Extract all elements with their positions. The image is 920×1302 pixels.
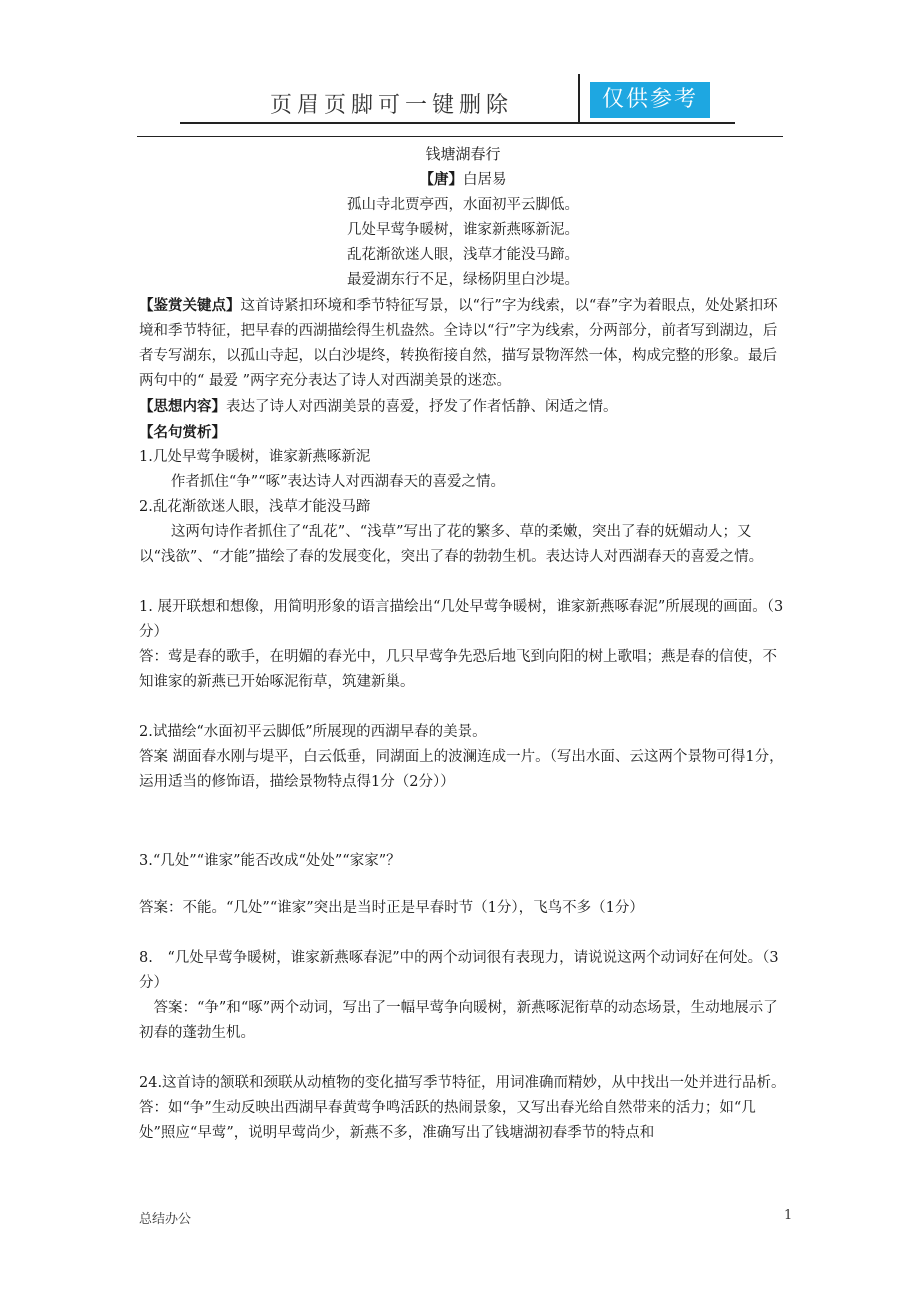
famous-lines-label: 【名句赏析】 <box>139 424 226 441</box>
famous-line-1: 1.几处早莺争暖树，谁家新燕啄新泥 <box>139 449 371 465</box>
header-divider <box>578 74 580 124</box>
question-text: 2.试描绘“水面初平云脚低”所展现的西湖早春的美景。 <box>139 724 487 740</box>
poem-body <box>139 193 787 293</box>
question-block <box>139 1071 787 1146</box>
page-number: 1 <box>784 1208 793 1223</box>
thought-label: 【思想内容】 <box>139 398 226 415</box>
key-points-label: 【鉴赏关键点】 <box>139 297 241 314</box>
poem-line: 孤山寺北贾亭西，水面初平云脚低。 <box>347 197 579 213</box>
header-underline <box>180 122 735 124</box>
thought-content <box>139 394 787 420</box>
document-body <box>139 140 787 1146</box>
question-text: 24.这首诗的颔联和颈联从动植物的变化描写季节特征，用词准确而精妙，从中找出一处并进行品析。 <box>139 1075 786 1091</box>
question-block <box>139 946 787 1046</box>
appreciation-key-points <box>139 293 787 394</box>
answer-text: 答：如“争”生动反映出西湖早春黄莺争鸣活跃的热闹景象，又写出春光给自然带来的活力；如“几处”照应“早莺”，说明早莺尚少，新燕不多，准确写出了钱塘湖初春季节的特点和 <box>139 1100 756 1141</box>
key-points-text: 这首诗紧扣环境和季节特征写景，以“行”字为线索，以“春”字为着眼点，处处紧扣环境和季节特征，把早春的西湖描绘得生机盎然。全诗以“行”字为线索，分两部分，前者写到湖边，后者专写湖东，以孤山寺起，以白沙堤终，转换衔接自然，描写景物浑然一体，构成完整的形象。最后两句中的“ 最爱 ”两字充分表达了诗人对西湖美景的迷恋。 <box>139 298 778 389</box>
reference-only-badge: 仅供参考 <box>590 82 710 118</box>
answer-text: 答：莺是春的歌手，在明媚的春光中，几只早莺争先恐后地飞到向阳的树上歌唱；燕是春的信使，不知谁家的新燕已开始啄泥衔草，筑建新巢。 <box>139 649 777 690</box>
answer-text: 答案：不能。“几处”“谁家”突出是当时正是早春时节（1分），飞鸟不多（1分） <box>139 900 644 916</box>
question-text: 8. “几处早莺争暖树，谁家新燕啄春泥”中的两个动词很有表现力，请说说这两个动词好在何处。（3分） <box>139 950 779 991</box>
question-block <box>139 595 787 695</box>
footer-label: 总结办公 <box>139 1212 192 1227</box>
poem-dynasty: 【唐】 <box>419 171 463 188</box>
header-rule <box>137 136 783 137</box>
answer-text: 答案 湖面春水刚与堤平，白云低垂，同湖面上的波澜连成一片。（写出水面、云这两个景物可得1分，运用适当的修饰语，描绘景物特点得1分（2分）） <box>139 749 784 790</box>
header-banner <box>180 74 740 124</box>
poem-line: 乱花渐欲迷人眼，浅草才能没马蹄。 <box>347 247 579 263</box>
poem-line: 最爱湖东行不足，绿杨阴里白沙堤。 <box>347 272 579 288</box>
poem-author: 白居易 <box>463 172 507 188</box>
thought-text: 表达了诗人对西湖美景的喜爱，抒发了作者恬静、闲适之情。 <box>226 399 618 415</box>
header-banner-text: 页眉页脚可一键删除 <box>270 93 514 118</box>
answer-text: 答案：“争”和“啄”两个动词，写出了一幅早莺争向暖树，新燕啄泥衔草的动态场景，生动地展示了初春的蓬勃生机。 <box>139 1000 778 1041</box>
poem-author-line <box>139 167 787 193</box>
famous-line-2-comment: 这两句诗作者抓住了“乱花”、“浅草”写出了花的繁多、草的柔嫩，突出了春的妩媚动人；又以“浅欲”、“才能”描绘了春的发展变化，突出了春的勃勃生机。表达诗人对西湖春天的喜爱之情。 <box>139 524 764 565</box>
famous-line-1-comment: 作者抓住“争”“啄”表达诗人对西湖春天的喜爱之情。 <box>170 474 506 490</box>
question-text: 1. 展开联想和想像，用简明形象的语言描绘出“几处早莺争暖树，谁家新燕啄春泥”所展现的画面。（3分） <box>139 599 784 640</box>
poem-title: 钱塘湖春行 <box>425 145 501 163</box>
question-text: 3.“几处”“谁家”能否改成“处处”“家家”？ <box>139 853 401 869</box>
question-block <box>139 849 787 921</box>
question-block <box>139 720 787 795</box>
famous-line-2: 2.乱花渐欲迷人眼，浅草才能没马蹄 <box>139 499 371 515</box>
poem-line: 几处早莺争暖树，谁家新燕啄新泥。 <box>347 222 579 238</box>
